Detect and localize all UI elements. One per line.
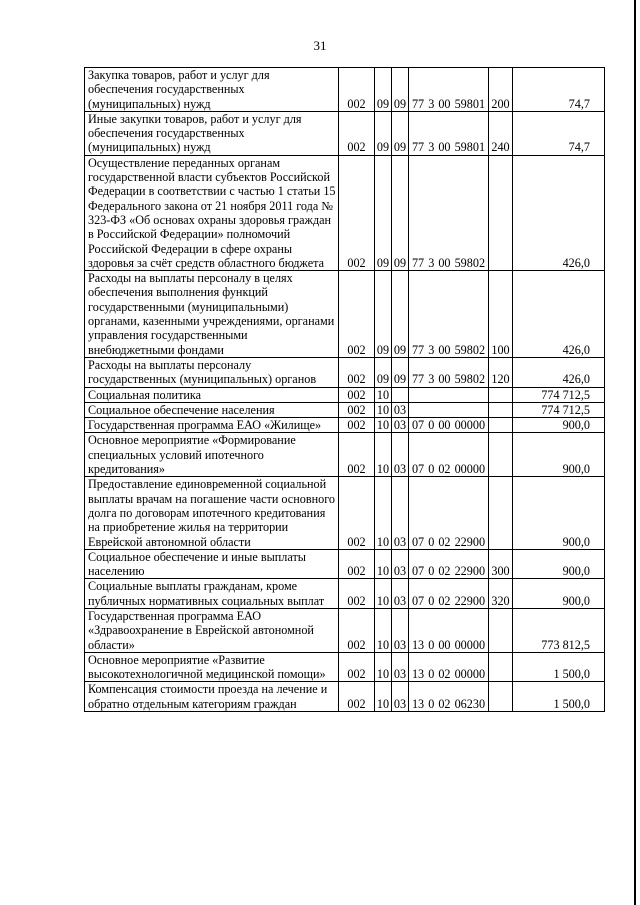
budget-item-name: Социальное обеспечение и иные выплаты населению <box>85 549 339 579</box>
subsection-code: 09 <box>392 111 409 155</box>
expense-type-code <box>489 682 513 712</box>
section-code: 10 <box>375 652 392 682</box>
target-article-code: 77 3 00 59802 <box>409 357 489 387</box>
subsection-code: 03 <box>392 682 409 712</box>
table-row <box>85 608 605 652</box>
expense-type-code: 200 <box>489 68 513 112</box>
table-row <box>85 579 605 609</box>
table-row <box>85 418 605 433</box>
expense-type-code <box>489 608 513 652</box>
expense-type-code: 320 <box>489 579 513 609</box>
subsection-code: 09 <box>392 271 409 358</box>
budget-item-name: Иные закупки товаров, работ и услуг для обеспечения государственных (муниципальных) нужд <box>85 111 339 155</box>
table-row <box>85 271 605 358</box>
target-article-code: 07 0 02 00000 <box>409 433 489 477</box>
table-row <box>85 652 605 682</box>
ved-code: 002 <box>339 682 375 712</box>
ved-code: 002 <box>339 271 375 358</box>
amount: 426,0 <box>513 155 605 270</box>
target-article-code <box>409 387 489 402</box>
table-row <box>85 477 605 549</box>
ved-code: 002 <box>339 549 375 579</box>
section-code: 10 <box>375 682 392 712</box>
budget-item-name: Основное мероприятие «Развитие высокотехнологичной медицинской помощи» <box>85 652 339 682</box>
section-code: 09 <box>375 68 392 112</box>
target-article-code: 07 0 02 22900 <box>409 477 489 549</box>
ved-code: 002 <box>339 433 375 477</box>
subsection-code: 03 <box>392 579 409 609</box>
expense-type-code <box>489 155 513 270</box>
expense-type-code <box>489 402 513 417</box>
subsection-code: 03 <box>392 477 409 549</box>
expense-type-code <box>489 387 513 402</box>
budget-item-name: Социальная политика <box>85 387 339 402</box>
target-article-code: 77 3 00 59802 <box>409 271 489 358</box>
target-article-code: 77 3 00 59802 <box>409 155 489 270</box>
table-row <box>85 357 605 387</box>
subsection-code: 03 <box>392 402 409 417</box>
target-article-code: 07 0 02 22900 <box>409 579 489 609</box>
budget-item-name: Предоставление единовременной социальной выплаты врачам на погашение части основного долга по договорам ипотечного кредитования на приобретение жилья на территории Еврейской автономной области <box>85 477 339 549</box>
budget-item-name: Государственная программа ЕАО «Жилище» <box>85 418 339 433</box>
ved-code: 002 <box>339 155 375 270</box>
budget-item-name: Осуществление переданных органам государственной власти субъектов Российской Федерации в соответствии с частью 1 статьи 15 Федерального закона от 21 ноября 2011 года № 323-ФЗ «Об основах охраны здоровья граждан в Российской Федерации» полномочий Российской Федерации в сфере охраны здоровья за счёт средств областного бюджета <box>85 155 339 270</box>
section-code: 09 <box>375 357 392 387</box>
budget-item-name: Основное мероприятие «Формирование специальных условий ипотечного кредитования» <box>85 433 339 477</box>
section-code: 09 <box>375 271 392 358</box>
expense-type-code: 120 <box>489 357 513 387</box>
section-code: 10 <box>375 477 392 549</box>
table-row <box>85 387 605 402</box>
ved-code: 002 <box>339 579 375 609</box>
budget-item-name: Социальное обеспечение населения <box>85 402 339 417</box>
subsection-code <box>392 387 409 402</box>
amount: 74,7 <box>513 111 605 155</box>
ved-code: 002 <box>339 357 375 387</box>
subsection-code: 03 <box>392 418 409 433</box>
target-article-code: 07 0 02 22900 <box>409 549 489 579</box>
table-row <box>85 433 605 477</box>
section-code: 09 <box>375 111 392 155</box>
amount: 774 712,5 <box>513 387 605 402</box>
expense-type-code: 240 <box>489 111 513 155</box>
subsection-code: 09 <box>392 68 409 112</box>
section-code: 10 <box>375 433 392 477</box>
amount: 774 712,5 <box>513 402 605 417</box>
amount: 1 500,0 <box>513 682 605 712</box>
ved-code: 002 <box>339 477 375 549</box>
amount: 74,7 <box>513 68 605 112</box>
budget-item-name: Социальные выплаты гражданам, кроме публичных нормативных социальных выплат <box>85 579 339 609</box>
expense-type-code: 100 <box>489 271 513 358</box>
table-row <box>85 402 605 417</box>
amount: 900,0 <box>513 549 605 579</box>
target-article-code: 07 0 00 00000 <box>409 418 489 433</box>
target-article-code: 77 3 00 59801 <box>409 111 489 155</box>
section-code: 09 <box>375 155 392 270</box>
expense-type-code <box>489 652 513 682</box>
amount: 900,0 <box>513 433 605 477</box>
budget-item-name: Расходы на выплаты персоналу в целях обеспечения выполнения функций государственными (муниципальными) органами, казенными учреждениями, органами управления государственными внебюджетными фондами <box>85 271 339 358</box>
section-code: 10 <box>375 402 392 417</box>
subsection-code: 03 <box>392 608 409 652</box>
target-article-code: 13 0 00 00000 <box>409 608 489 652</box>
subsection-code: 09 <box>392 357 409 387</box>
budget-item-name: Закупка товаров, работ и услуг для обеспечения государственных (муниципальных) нужд <box>85 68 339 112</box>
amount: 426,0 <box>513 357 605 387</box>
amount: 773 812,5 <box>513 608 605 652</box>
expense-type-code <box>489 433 513 477</box>
budget-item-name: Расходы на выплаты персоналу государственных (муниципальных) органов <box>85 357 339 387</box>
target-article-code: 77 3 00 59801 <box>409 68 489 112</box>
ved-code: 002 <box>339 608 375 652</box>
ved-code: 002 <box>339 111 375 155</box>
amount: 900,0 <box>513 418 605 433</box>
subsection-code: 03 <box>392 549 409 579</box>
table-row <box>85 549 605 579</box>
ved-code: 002 <box>339 418 375 433</box>
subsection-code: 03 <box>392 433 409 477</box>
ved-code: 002 <box>339 387 375 402</box>
target-article-code <box>409 402 489 417</box>
target-article-code: 13 0 02 06230 <box>409 682 489 712</box>
table-row <box>85 155 605 270</box>
amount: 900,0 <box>513 477 605 549</box>
ved-code: 002 <box>339 68 375 112</box>
table-row <box>85 68 605 112</box>
expense-type-code <box>489 418 513 433</box>
section-code: 10 <box>375 579 392 609</box>
amount: 900,0 <box>513 579 605 609</box>
amount: 426,0 <box>513 271 605 358</box>
ved-code: 002 <box>339 402 375 417</box>
expense-type-code <box>489 477 513 549</box>
table-row <box>85 682 605 712</box>
target-article-code: 13 0 02 00000 <box>409 652 489 682</box>
section-code: 10 <box>375 549 392 579</box>
budget-table <box>84 67 605 712</box>
section-code: 10 <box>375 418 392 433</box>
page-number: 31 <box>313 38 327 53</box>
expense-type-code: 300 <box>489 549 513 579</box>
subsection-code: 09 <box>392 155 409 270</box>
ved-code: 002 <box>339 652 375 682</box>
budget-item-name: Государственная программа ЕАО «Здравоохранение в Еврейской автономной области» <box>85 608 339 652</box>
section-code: 10 <box>375 608 392 652</box>
scan-edge <box>634 0 636 905</box>
table-row <box>85 111 605 155</box>
amount: 1 500,0 <box>513 652 605 682</box>
budget-item-name: Компенсация стоимости проезда на лечение и обратно отдельным категориям граждан <box>85 682 339 712</box>
section-code: 10 <box>375 387 392 402</box>
subsection-code: 03 <box>392 652 409 682</box>
